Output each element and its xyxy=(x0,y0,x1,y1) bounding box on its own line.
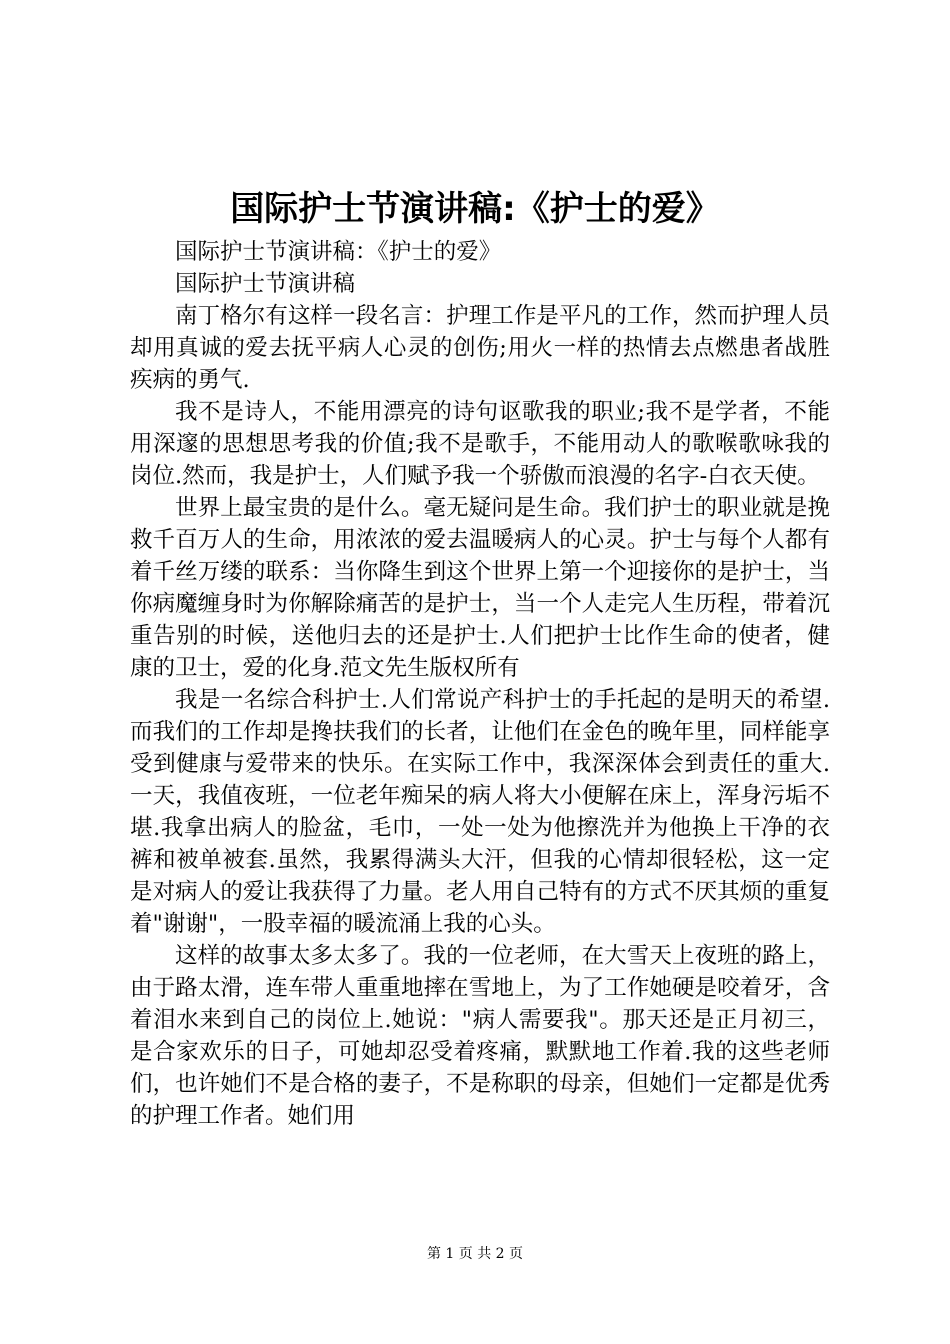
paragraph: 国际护士节演讲稿：《护士的爱》 xyxy=(175,239,502,265)
document-title: 国际护士节演讲稿:《护士的爱》 xyxy=(230,189,720,229)
paragraph: 我不是诗人，不能用漂亮的诗句讴歌我的职业;我不是学者，不能用深邃的思想思考我的价值;我不是歌手，不能用动人的歌喉歌咏我的岗位.然而，我是护士，人们赋予我一个骄傲而浪漫的名字-白衣天使。 xyxy=(130,399,830,489)
paragraph: 国际护士节演讲稿 xyxy=(175,271,356,297)
paragraph: 世界上最宝贵的是什么。毫无疑问是生命。我们护士的职业就是挽救千百万人的生命，用浓浓的爱去温暖病人的心灵。护士与每个人都有着千丝万缕的联系：当你降生到这个世界上第一个迎接你的是护士，当你病魔缠身时为你解除痛苦的是护士，当一个人走完人生历程，带着沉重告别的时候，送他归去的还是护士.人们把护士比作生命的使者，健康的卫士，爱的化身.范文先生版权所有 xyxy=(130,495,830,681)
paragraph: 这样的故事太多太多了。我的一位老师，在大雪天上夜班的路上，由于路太滑，连车带人重重地摔在雪地上，为了工作她硬是咬着牙，含着泪水来到自己的岗位上.她说："病人需要我"。那天还是正月初三，是合家欢乐的日子，可她却忍受着疼痛，默默地工作着.我的这些老师们，也许她们不是合格的妻子，不是称职的母亲，但她们一定都是优秀的护理工作者。她们用 xyxy=(130,943,830,1129)
paragraph: 我是一名综合科护士.人们常说产科护士的手托起的是明天的希望.而我们的工作却是搀扶我们的长者，让他们在金色的晚年里，同样能享受到健康与爱带来的快乐。在实际工作中，我深深体会到责任的重大.一天，我值夜班，一位老年痴呆的病人将大小便解在床上，浑身污垢不堪.我拿出病人的脸盆，毛巾，一处一处为他擦洗并为他换上干净的衣裤和被单被套.虽然，我累得满头大汗，但我的心情却很轻松，这一定是对病人的爱让我获得了力量。老人用自己特有的方式不厌其烦的重复着"谢谢"，一股幸福的暖流涌上我的心头。 xyxy=(130,687,830,937)
page-footer: 第 1 页 共 2 页 xyxy=(426,1246,524,1262)
document-body xyxy=(130,236,830,1132)
paragraph: 南丁格尔有这样一段名言：护理工作是平凡的工作，然而护理人员却用真诚的爱去抚平病人心灵的创伤;用火一样的热情去点燃患者战胜疾病的勇气. xyxy=(130,303,830,393)
